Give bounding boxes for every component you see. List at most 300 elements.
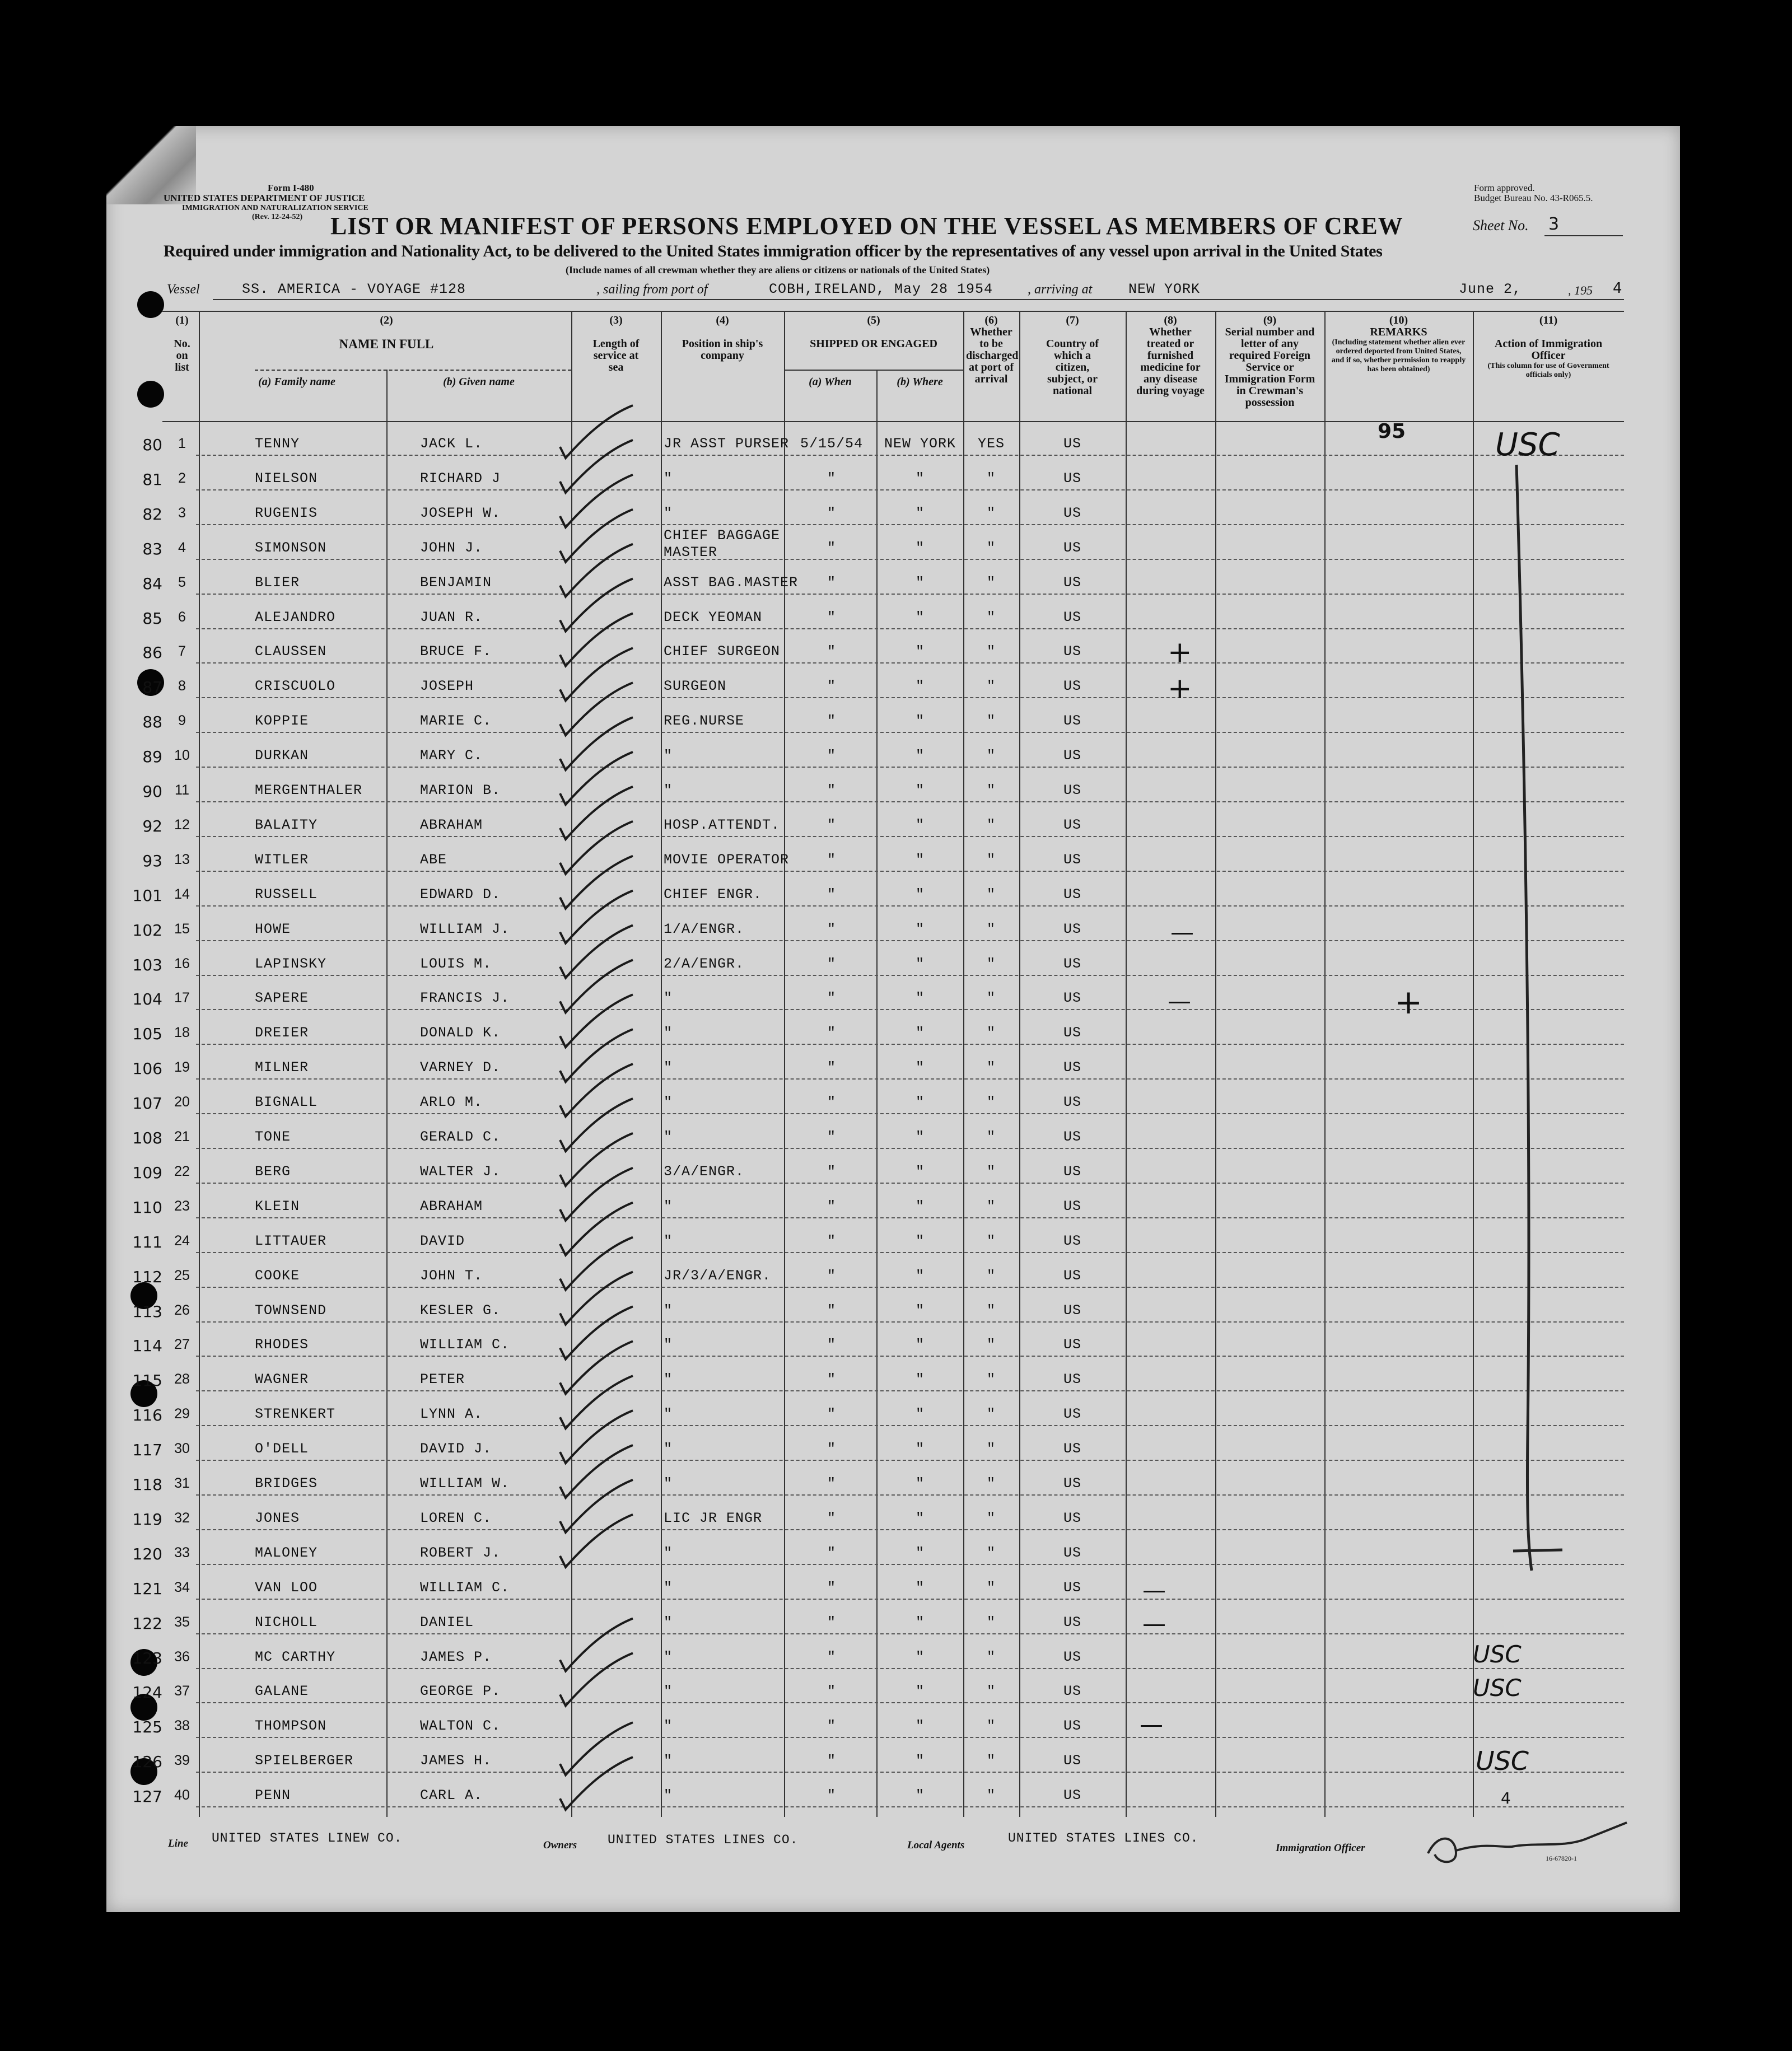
given-name: RICHARD J bbox=[420, 470, 501, 487]
shipped-when: " bbox=[827, 1094, 836, 1111]
given-name: WILLIAM W. bbox=[420, 1475, 510, 1492]
position: " bbox=[664, 1059, 673, 1076]
row-seq: 124 bbox=[132, 1683, 162, 1702]
discharged: " bbox=[986, 1267, 996, 1284]
given-name: MARY C. bbox=[420, 747, 483, 764]
family-name: MALONEY bbox=[255, 1544, 318, 1561]
family-name: KOPPIE bbox=[255, 713, 309, 730]
row-seq: 123 bbox=[132, 1648, 162, 1667]
col3-label: Length of service at sea bbox=[592, 338, 640, 373]
row-number: 5 bbox=[178, 574, 186, 590]
family-name: MC CARTHY bbox=[255, 1648, 336, 1665]
col2-label: NAME IN FULL bbox=[339, 337, 434, 351]
shipped-when: " bbox=[827, 782, 836, 798]
position: " bbox=[664, 1198, 673, 1214]
row-number: 17 bbox=[174, 990, 190, 1006]
shipped-where: " bbox=[915, 609, 925, 625]
shipped-when: " bbox=[827, 747, 836, 764]
discharged: " bbox=[986, 1406, 996, 1423]
shipped-where: " bbox=[915, 816, 925, 833]
minus-mark-row15: — bbox=[1170, 918, 1194, 946]
position: " bbox=[664, 1579, 673, 1596]
family-name: NICHOLL bbox=[255, 1614, 318, 1630]
position: " bbox=[664, 1232, 673, 1249]
discharged: " bbox=[986, 1683, 996, 1700]
family-name: BALAITY bbox=[255, 816, 318, 833]
service-checkmark bbox=[560, 440, 633, 493]
row-number: 4 bbox=[178, 539, 186, 555]
page-title: LIST OR MANIFEST OF PERSONS EMPLOYED ON THE VESSEL AS MEMBERS OF CREW bbox=[330, 212, 1403, 240]
row-seq: 102 bbox=[132, 921, 162, 940]
service-checkmark bbox=[560, 683, 633, 735]
given-name: DANIEL bbox=[420, 1614, 474, 1630]
discharged: " bbox=[986, 1544, 996, 1561]
col9-number: (9) bbox=[1263, 314, 1277, 326]
discharged: YES bbox=[977, 436, 1005, 452]
discharged: " bbox=[986, 747, 996, 764]
discharged: " bbox=[986, 782, 996, 798]
shipped-when: " bbox=[827, 1753, 836, 1769]
row-seq: 107 bbox=[132, 1094, 162, 1113]
service-checkmark bbox=[560, 1445, 633, 1498]
country: US bbox=[1063, 574, 1081, 591]
row-seq: 89 bbox=[142, 747, 162, 767]
family-name: LAPINSKY bbox=[255, 955, 327, 972]
given-name: JUAN R. bbox=[420, 609, 483, 625]
service-checkmark bbox=[560, 1306, 633, 1359]
sheet-number: 3 bbox=[1548, 214, 1560, 234]
row-seq: 104 bbox=[132, 990, 162, 1009]
row-number: 2 bbox=[178, 470, 186, 486]
given-name: WALTER J. bbox=[420, 1163, 501, 1180]
shipped-where: " bbox=[915, 955, 925, 972]
country: US bbox=[1063, 1544, 1081, 1561]
given-name: CARL A. bbox=[420, 1787, 483, 1804]
service-checkmark bbox=[560, 475, 633, 527]
shipped-when: " bbox=[827, 1267, 836, 1284]
country: US bbox=[1063, 713, 1081, 730]
row-seq: 80 bbox=[142, 436, 162, 454]
shipped-when: " bbox=[827, 990, 836, 1007]
family-name: RHODES bbox=[255, 1337, 309, 1353]
col11-note: (This column for use of Government officials only) bbox=[1487, 362, 1609, 379]
family-name: MILNER bbox=[255, 1059, 309, 1076]
row-seq: 117 bbox=[132, 1441, 162, 1460]
shipped-when: 5/15/54 bbox=[800, 436, 864, 452]
position: " bbox=[664, 1406, 673, 1423]
position: " bbox=[664, 747, 673, 764]
col1-number: (1) bbox=[175, 314, 189, 326]
given-name: JOHN J. bbox=[420, 539, 483, 556]
col10-label: REMARKS bbox=[1370, 326, 1427, 338]
discharged: " bbox=[986, 609, 996, 625]
usc-mark-row37: USC bbox=[1473, 1674, 1522, 1702]
family-name: CLAUSSEN bbox=[255, 643, 327, 660]
shipped-where: " bbox=[915, 1683, 925, 1700]
shipped-when: " bbox=[827, 1510, 836, 1526]
country: US bbox=[1063, 955, 1081, 972]
country: US bbox=[1063, 609, 1081, 625]
country: US bbox=[1063, 816, 1081, 833]
given-name: JOHN T. bbox=[420, 1267, 483, 1284]
shipped-where: " bbox=[915, 1406, 925, 1423]
row-seq: 86 bbox=[142, 643, 162, 662]
col5-label: SHIPPED OR ENGAGED bbox=[810, 338, 937, 350]
discharged: " bbox=[986, 713, 996, 730]
discharged: " bbox=[986, 1198, 996, 1214]
discharged: " bbox=[986, 816, 996, 833]
given-name: WILLIAM C. bbox=[420, 1337, 510, 1353]
discharged: " bbox=[986, 851, 996, 868]
row-number: 8 bbox=[178, 678, 186, 694]
given-name: WALTON C. bbox=[420, 1718, 501, 1735]
shipped-where: " bbox=[915, 851, 925, 868]
position: " bbox=[664, 990, 673, 1007]
col10-number: (10) bbox=[1389, 314, 1408, 326]
discharged: " bbox=[986, 678, 996, 695]
officer-label: Immigration Officer bbox=[1276, 1842, 1365, 1854]
service-checkmark bbox=[560, 1757, 633, 1810]
shipped-where: " bbox=[915, 782, 925, 798]
shipped-where: " bbox=[915, 886, 925, 903]
col6-number: (6) bbox=[984, 314, 998, 326]
position: REG.NURSE bbox=[664, 713, 745, 730]
family-name: SAPERE bbox=[255, 990, 309, 1007]
service: IMMIGRATION AND NATURALIZATION SERVICE bbox=[182, 204, 368, 212]
family-name: JONES bbox=[255, 1510, 300, 1526]
row-seq: 125 bbox=[132, 1718, 162, 1737]
row-number: 24 bbox=[174, 1232, 190, 1249]
shipped-where: " bbox=[915, 990, 925, 1007]
shipped-when: " bbox=[827, 574, 836, 591]
country: US bbox=[1063, 886, 1081, 903]
shipped-where: " bbox=[915, 643, 925, 660]
position: HOSP.ATTENDT. bbox=[664, 816, 781, 833]
shipped-where: " bbox=[915, 1302, 925, 1319]
row-number: 12 bbox=[174, 816, 190, 833]
family-name: LITTAUER bbox=[255, 1232, 327, 1249]
position: " bbox=[664, 1129, 673, 1145]
service-checkmark bbox=[560, 405, 633, 458]
shipped-where: " bbox=[915, 1787, 925, 1804]
discharged: " bbox=[986, 1614, 996, 1630]
row-number: 9 bbox=[178, 713, 186, 729]
shipped-when: " bbox=[827, 886, 836, 903]
discharged: " bbox=[986, 1475, 996, 1492]
position: CHIEF BAGGAGE MASTER bbox=[664, 527, 781, 560]
country: US bbox=[1063, 643, 1081, 660]
family-name: RUSSELL bbox=[255, 886, 318, 903]
row-number: 7 bbox=[178, 643, 186, 660]
row-seq: 110 bbox=[132, 1198, 162, 1217]
family-name: WAGNER bbox=[255, 1371, 309, 1388]
arrival-date: June 2, bbox=[1459, 281, 1522, 297]
country: US bbox=[1063, 1787, 1081, 1804]
row-number: 23 bbox=[174, 1198, 190, 1214]
row-number: 37 bbox=[174, 1683, 190, 1699]
row-seq: 81 bbox=[142, 470, 162, 489]
row-number: 3 bbox=[178, 504, 186, 521]
country: US bbox=[1063, 1302, 1081, 1319]
given-name: JOSEPH W. bbox=[420, 504, 501, 521]
budget-number: Budget Bureau No. 43-R065.5. bbox=[1474, 193, 1593, 203]
row-number: 31 bbox=[174, 1475, 190, 1491]
arrival-port: NEW YORK bbox=[1128, 281, 1201, 297]
discharged: " bbox=[986, 990, 996, 1007]
agents-value: UNITED STATES LINES CO. bbox=[1008, 1831, 1199, 1846]
discharged: " bbox=[986, 643, 996, 660]
country: US bbox=[1063, 1163, 1081, 1180]
given-name: MARION B. bbox=[420, 782, 501, 798]
given-name: KESLER G. bbox=[420, 1302, 501, 1319]
vessel-label: Vessel bbox=[167, 282, 200, 297]
country: US bbox=[1063, 921, 1081, 937]
service-checkmark bbox=[560, 1203, 633, 1255]
row-seq: 83 bbox=[142, 539, 162, 558]
given-name: BRUCE F. bbox=[420, 643, 492, 660]
shipped-where: " bbox=[915, 678, 925, 695]
row-seq: 122 bbox=[132, 1614, 162, 1633]
position: " bbox=[664, 1787, 673, 1804]
country: US bbox=[1063, 747, 1081, 764]
row-seq: 88 bbox=[142, 713, 162, 732]
family-name: TONE bbox=[255, 1129, 291, 1145]
discharged: " bbox=[986, 1025, 996, 1041]
service-checkmark bbox=[560, 1515, 633, 1567]
shipped-when: " bbox=[827, 643, 836, 660]
row-number: 32 bbox=[174, 1510, 190, 1526]
shipped-when: " bbox=[827, 1648, 836, 1665]
position: 2/A/ENGR. bbox=[664, 955, 745, 972]
minus-mark-row38: — bbox=[1140, 1711, 1163, 1738]
country: US bbox=[1063, 1059, 1081, 1076]
family-name: SIMONSON bbox=[255, 539, 327, 556]
position: " bbox=[664, 1475, 673, 1492]
country: US bbox=[1063, 782, 1081, 798]
country: US bbox=[1063, 1094, 1081, 1111]
position: ASST BAG.MASTER bbox=[664, 574, 799, 591]
form-approved: Form approved. bbox=[1474, 183, 1535, 193]
shipped-where: " bbox=[915, 1059, 925, 1076]
position: 3/A/ENGR. bbox=[664, 1163, 745, 1180]
shipped-when: " bbox=[827, 1544, 836, 1561]
department: UNITED STATES DEPARTMENT OF JUSTICE bbox=[164, 193, 365, 203]
family-name: BERG bbox=[255, 1163, 291, 1180]
shipped-where: " bbox=[915, 1198, 925, 1214]
family-name: BIGNALL bbox=[255, 1094, 318, 1111]
shipped-when: " bbox=[827, 504, 836, 521]
row-number: 34 bbox=[174, 1579, 190, 1595]
family-name: TENNY bbox=[255, 436, 300, 452]
given-name: LOREN C. bbox=[420, 1510, 492, 1526]
given-name: LYNN A. bbox=[420, 1406, 483, 1423]
col4-label: Position in ship's company bbox=[682, 338, 763, 362]
inclusion-note: (Include names of all crewman whether they are aliens or citizens or nationals of the United States) bbox=[566, 264, 990, 275]
shipped-when: " bbox=[827, 1025, 836, 1041]
position: " bbox=[664, 1544, 673, 1561]
row-seq: 111 bbox=[132, 1232, 162, 1251]
country: US bbox=[1063, 1441, 1081, 1457]
row-number: 30 bbox=[174, 1441, 190, 1457]
shipped-where: " bbox=[915, 470, 925, 487]
family-name: BRIDGES bbox=[255, 1475, 318, 1492]
shipped-when: " bbox=[827, 1059, 836, 1076]
shipped-where: " bbox=[915, 1337, 925, 1353]
country: US bbox=[1063, 851, 1081, 868]
plus-mark-row8: + bbox=[1168, 672, 1192, 706]
shipped-where: " bbox=[915, 1025, 925, 1041]
row-seq: 127 bbox=[132, 1787, 162, 1806]
plus-mark-row7: + bbox=[1168, 636, 1192, 669]
row-seq: 84 bbox=[142, 574, 162, 593]
country: US bbox=[1063, 470, 1081, 487]
row-number: 1 bbox=[178, 436, 186, 451]
family-name: COOKE bbox=[255, 1267, 300, 1284]
discharged: " bbox=[986, 1094, 996, 1111]
discharged: " bbox=[986, 1337, 996, 1353]
col11-number: (11) bbox=[1539, 314, 1558, 326]
shipped-where: NEW YORK bbox=[884, 436, 956, 452]
print-code: 16-67820-1 bbox=[1546, 1854, 1577, 1862]
row-number: 22 bbox=[174, 1163, 190, 1179]
row-number: 18 bbox=[174, 1025, 190, 1041]
discharged: " bbox=[986, 1232, 996, 1249]
family-name: HOWE bbox=[255, 921, 291, 937]
given-name: MARIE C. bbox=[420, 713, 492, 730]
discharged: " bbox=[986, 1059, 996, 1076]
given-name: BENJAMIN bbox=[420, 574, 492, 591]
position: " bbox=[664, 470, 673, 487]
row-number: 26 bbox=[174, 1302, 190, 1318]
shipped-where: " bbox=[915, 1475, 925, 1492]
given-name: EDWARD D. bbox=[420, 886, 501, 903]
row-number: 10 bbox=[174, 747, 190, 764]
position: " bbox=[664, 1648, 673, 1665]
agents-label: Local Agents bbox=[907, 1839, 965, 1851]
position: CHIEF ENGR. bbox=[664, 886, 763, 903]
arriving-label: , arriving at bbox=[1028, 282, 1093, 297]
family-name: TOWNSEND bbox=[255, 1302, 327, 1319]
family-name: THOMPSON bbox=[255, 1718, 327, 1735]
discharged: " bbox=[986, 1302, 996, 1319]
shipped-where: " bbox=[915, 1232, 925, 1249]
country: US bbox=[1063, 1025, 1081, 1041]
discharged: " bbox=[986, 470, 996, 487]
country: US bbox=[1063, 539, 1081, 556]
country: US bbox=[1063, 1475, 1081, 1492]
position: DECK YEOMAN bbox=[664, 609, 763, 625]
given-name: LOUIS M. bbox=[420, 955, 492, 972]
given-name: VARNEY D. bbox=[420, 1059, 501, 1076]
shipped-where: " bbox=[915, 1753, 925, 1769]
given-name: JAMES H. bbox=[420, 1753, 492, 1769]
family-name: STRENKERT bbox=[255, 1406, 336, 1423]
row-seq: 109 bbox=[132, 1163, 162, 1182]
row-seq: 103 bbox=[132, 955, 162, 974]
service-checkmark bbox=[560, 1099, 633, 1151]
country: US bbox=[1063, 990, 1081, 1007]
service-checkmark bbox=[560, 717, 633, 770]
sailing-label: , sailing from port of bbox=[596, 282, 708, 297]
shipped-when: " bbox=[827, 1302, 836, 1319]
given-name: DAVID J. bbox=[420, 1441, 492, 1457]
service-checkmark bbox=[560, 856, 633, 909]
shipped-where: " bbox=[915, 1544, 925, 1561]
position: JR ASST PURSER bbox=[664, 436, 790, 452]
shipped-when: " bbox=[827, 1614, 836, 1630]
given-name: ABE bbox=[420, 851, 447, 868]
family-name: PENN bbox=[255, 1787, 291, 1804]
service-checkmark bbox=[560, 1653, 633, 1706]
service-checkmark bbox=[560, 1410, 633, 1463]
usc-mark-row36: USC bbox=[1473, 1641, 1522, 1668]
shipped-when: " bbox=[827, 1129, 836, 1145]
plus-mark-remarks: + bbox=[1394, 983, 1423, 1022]
discharged: " bbox=[986, 574, 996, 591]
country: US bbox=[1063, 1267, 1081, 1284]
row-seq: 105 bbox=[132, 1025, 162, 1044]
col7-number: (7) bbox=[1066, 314, 1079, 326]
col3-number: (3) bbox=[609, 314, 623, 326]
col5b-label: (b) Where bbox=[897, 376, 943, 388]
shipped-when: " bbox=[827, 1683, 836, 1700]
service-checkmark bbox=[560, 1237, 633, 1290]
col7-label: Country of which a citizen, subject, or national bbox=[1046, 338, 1099, 397]
usc-mark-top: USC bbox=[1495, 427, 1560, 463]
position: " bbox=[664, 1683, 673, 1700]
row-seq: 82 bbox=[142, 504, 162, 524]
given-name: ROBERT J. bbox=[420, 1544, 501, 1561]
col5a-label: (a) When bbox=[809, 376, 852, 388]
position: " bbox=[664, 1441, 673, 1457]
row-seq: 116 bbox=[132, 1406, 162, 1425]
col2a-label: (a) Family name bbox=[258, 376, 335, 388]
position: " bbox=[664, 1025, 673, 1041]
discharged: " bbox=[986, 1371, 996, 1388]
discharged: " bbox=[986, 504, 996, 521]
family-name: SPIELBERGER bbox=[255, 1753, 354, 1769]
country: US bbox=[1063, 1198, 1081, 1214]
row-seq: 106 bbox=[132, 1059, 162, 1078]
year-digit: 4 bbox=[1613, 280, 1622, 297]
position: 1/A/ENGR. bbox=[664, 921, 745, 937]
given-name: DAVID bbox=[420, 1232, 465, 1249]
row-number: 14 bbox=[174, 886, 190, 902]
family-name: RUGENIS bbox=[255, 504, 318, 521]
owners-value: UNITED STATES LINES CO. bbox=[608, 1833, 799, 1847]
row-number: 38 bbox=[174, 1718, 190, 1734]
position: " bbox=[664, 1614, 673, 1630]
discharged: " bbox=[986, 1718, 996, 1735]
form-number: Form I-480 bbox=[268, 183, 314, 193]
service-checkmark bbox=[560, 1722, 633, 1775]
service-checkmark bbox=[560, 926, 633, 978]
row-number: 13 bbox=[174, 851, 190, 867]
shipped-when: " bbox=[827, 539, 836, 556]
service-checkmark bbox=[560, 1168, 633, 1221]
col2-number: (2) bbox=[380, 314, 393, 326]
shipped-when: " bbox=[827, 816, 836, 833]
service-checkmark bbox=[560, 1029, 633, 1082]
vessel-name: SS. AMERICA - VOYAGE #128 bbox=[242, 281, 466, 297]
shipped-where: " bbox=[915, 1267, 925, 1284]
service-checkmark bbox=[560, 1376, 633, 1428]
service-checkmark bbox=[560, 787, 633, 839]
shipped-where: " bbox=[915, 1648, 925, 1665]
country: US bbox=[1063, 1129, 1081, 1145]
position: " bbox=[664, 1371, 673, 1388]
service-checkmark bbox=[560, 510, 633, 562]
